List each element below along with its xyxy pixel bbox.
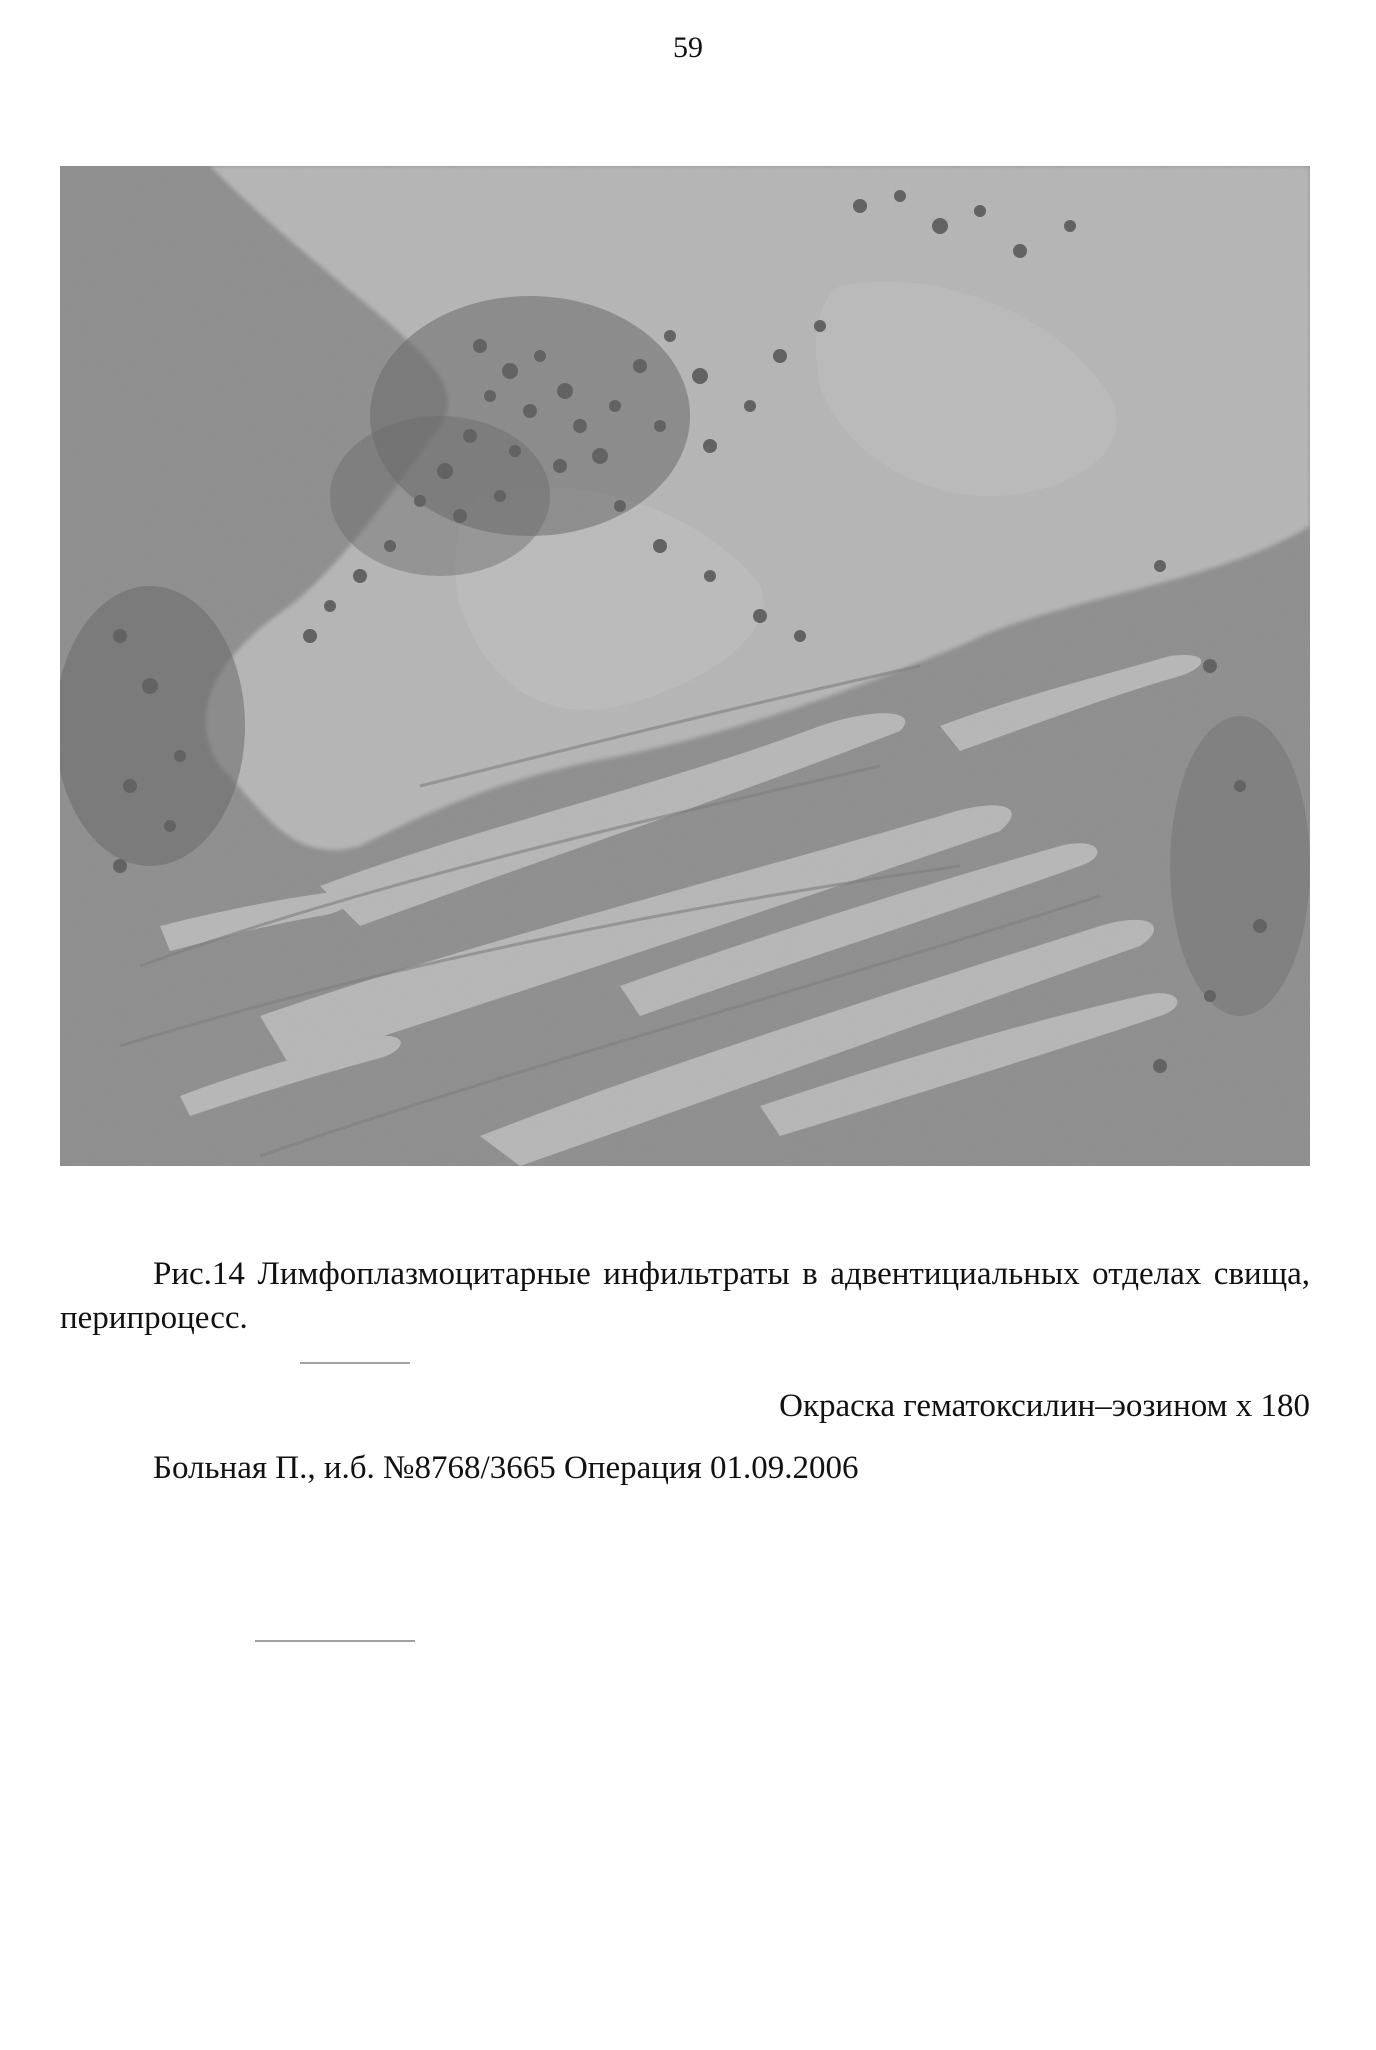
scan-smudge — [300, 1362, 410, 1364]
micrograph-drawing — [60, 166, 1310, 1166]
stain-description: Окраска гематоксилин–эозином х 180 — [779, 1388, 1310, 1424]
histology-micrograph-image — [60, 166, 1310, 1166]
scan-smudge — [255, 1640, 415, 1642]
page-number: 59 — [673, 31, 703, 64]
patient-info: Больная П., и.б. №8768/3665 Операция 01.09.2006 — [153, 1450, 859, 1486]
figure-caption: Рис.14 Лимфоплазмоцитарные инфильтраты в адвентициальных отделах свища, перипроцесс. — [60, 1256, 1310, 1336]
